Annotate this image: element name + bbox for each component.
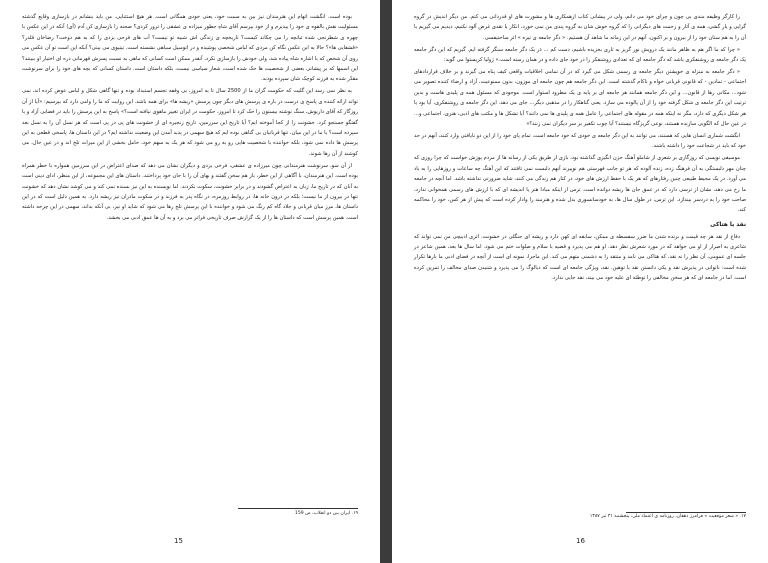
footnote: ۱۹. ایران بین دو انقلاب، ص 159: [294, 511, 358, 516]
right-page-body: [414, 12, 746, 285]
page-number: 16: [576, 537, 585, 545]
page-number: 15: [174, 537, 183, 545]
footnote-rule: [238, 508, 358, 509]
footnote: ۱۷. « شعر موقعیت » فرامرز دهقان، روزنامه ی اعتماد ملی، پنجشنبه ۳۱ تیر ۱۳۸۷: [589, 514, 746, 519]
paragraph: دفاع از نقد هر چه قیمت و برنده شدن ما ضرر سفسطه ی ممکن، سابقه ای کهن دارد و ریشه ای جنگلی در خشونت. اثری ادبیچی من نمی تواند که شاعری به اصرار از او می خواهد که در مورد شعرش نظر دهد. او هم می پذیرد و قضیه با سلام و صلوات ختم می شود. اما سال ها بعد، همین شاعر در جلسه ای عمومی، آن نظر را نه نقد، که هتاکی می نامد و منتقد را به دشمنی متهم می کند. این ماجرا، نمونه ای است از آنچه در فضای ادبی ما بارها تکرار شده است: ناتوانی در پذیرش نقد و یکی دانستن نقد با توهین. نقد، ویژگی جامعه ای است که دیالوگ را می پذیرد و شنیدن صدای مخالف را تمرین کرده است. اما در جامعه ای که هر سخن مخالفی را توطئه ای علیه خود می بیند، نقد جایی ندارد.: [414, 233, 746, 282]
left-page: [0, 0, 380, 563]
footnote-rule: [626, 512, 746, 513]
paragraph: انگشت شماری انسان هایی که هستند، می توانند به این دگر جامعه ی خودی که خود جامعه است، تمام پای خود را از این دو نایافتی وارد کنند، آنهم در حد خود که باید در شجاعت خود را داشته باشند.: [414, 132, 746, 150]
paragraph: به نظر نمی رسد این گلیت که حکومت گران ما از 2500 سال تا به امروز، بی وقفه تجسم استبداد بوده و تنها گاهی شکل و لباس عوض کرده اند، نمی تواند ارائه کننده ی پاسخ ی درست در باره ی پرسش های دیگر چون پرسش «ریشه ها» برای همه باشد. این روایت که ما را وامی دارد که بپرسیم: «آیا از آن روزگار که آقای داریوش، سنگ نوشته بیستون را حک کرد تا امروز، حکومت در ایران تغییر ماهوی نیافته است؟» پاسخ به این پرسش را باید در فضایی آزاد و با گفتگو جستجو کرد. خشونت را از کجا آموخته ایم؟ آیا تاریخ این سرزمین، تاریخ زنجیره ای از خشونت های پی در پی است که هر نسل آن را به نسل بعد سپرده است؟ یا ما در این میان، تنها قربانیان بی گناهی بوده ایم که هیچ سهمی در پدید آمدن این وضعیت نداشته ایم؟ در این داستان ها، پاسخی قطعی به این پرسش ها داده نمی شود، بلکه خواننده با شخصیت هایی رو به رو می شود که هر یک به سهم خود، حامل بخشی از این میراث تلخ اند و در عین حال، می کوشند از آن رها شوند.: [22, 88, 358, 157]
section-heading: نقد یا هتاکی: [710, 221, 746, 228]
paragraph: از آن سو، سرنوشت هنرمندانی چون میرزاده ی عشقی، فرخی یزدی و دیگران نشان می دهد که صدای اعتراض در این سرزمین همواره با خطر همراه بوده است. این هنرمندان، با آگاهی از این خطر، باز هم سخن گفتند و بهای آن را با جان خود پرداختند. داستان های این مجموعه، از این منظر، ادای دینی است به آنان که در تاریخ ما، زبان به اعتراض گشودند و در برابر خشونت، سکوت نکردند. اما نویسنده به این نیز بسنده نمی کند و می کوشد نشان دهد که خشونت تنها در بیرون از ما نیست؛ بلکه در درون خانه ها، در روابط روزمره، در نگاه پدر به فرزند و در سکوت مادران نیز ریشه دارد. به همین دلیل است که در این داستان ها، مرز میان قربانی و جلاد گاه کم رنگ می شود و خواننده با این پرسش تلخ رها می شود که شاید او نیز، بی آنکه بداند، سهمی در این چرخه داشته است. همین پرسش است که داستان ها را از یک گزارش صرف تاریخی فراتر می برد و به آن ها عمق ادبی می بخشد.: [22, 162, 358, 221]
paragraph: را کارگر وظیفه مندی بی چون و چرای خود می دانم، ولی در پیشانی کتاب ازهمکاری ها و مشورت های او قدردانی می کنم. من دیگر اندیش در گروه گرایی و یار گشی، همه ی آثار و زحمت های دیگرانی را که گروه خوش شان به گروه پندی من نمی خورد، انکار یا نقدی غرض آلود نکنیم، دیدیم می گیریم یا آن را به هم ستان خود را از بیرون و بر اکنون، آنهم در این زمانه ما شاهد آن هستیم. « دگر جامعه ی تیره » اثر ساحتیفسی.: [414, 14, 746, 41]
left-page-body: [22, 12, 358, 225]
paragraph: موسیقی نویسی که روزگاری بر شعری از شاملو آهنگ حزن انگیزی گذاشته بود، بازی از طریق یکی از رسانه ها از مردم پوزش خواست که چرا روزی که چنان مهر دلبستگی به آن فرهنگ زده، زنده آلوده که هر تو جانب فهرستی هم نوپیرند آنهم دلبست نمی تافتند که این آهنگ چه ساعات و روزهایی را به یاد می آورد. در یک محیط طبیعی چنین رفتارهای که هر یک با حفظ ارزش های خود، در کنار هم زندگی می کنند، شاید ضرورتی نداشته باشد. اما آنچه در جامعه ما رخ می دهد، نشان از ترسی دارد که در عمق جان ها ریشه دوانده است. ترس از اینکه مبادا هنر یا اندیشه ای که با ارزش های رسمی همخوانی ندارد، صاحب خود را به دردسر بیندازد. این ترس، در طول سال ها، به خودسانسوری بدل شده و هنرمند را وادار کرده است که پیش از هر کس، خود را محاکمه کند.: [414, 155, 746, 214]
paragraph: « چرا که ما اگر هم به ظاهر مانند یک درویش نور گریز به تاری بخزیده باشیم، دست کم ... دَر یک دگر جامعه سنگر گرفته ایم. گیریم که این دگر جامعه یک دگر جامعه ی روشنفکری باشد که دگر جامعه ای که تعدادی روشنفکر را در خود جای داده و در همان رسته است.» ژولیا کریستوا می گوید:: [414, 46, 746, 64]
paragraph: بوده است. انگشت اتهام این هنرمندان نیز بین به سمت خود، یعنی خودی همگانی است. هر هیچ استثنایی. من باید بنشانم در بازسازی وقایع گذشته مسئولیت نقش بالقوه ی خود را بپذیرم و از خود بپرسم آقای شاهِ جطور میزاده ی عشقی را ترور کردی؟ صحنه را بازسازی کن آدم‌ (آی)‌ آنکه در این عکس با چهره ی شطرنجی شده ثبانچه را می‌ چکاند کیست؟ تاریخچه ی زندگی اش شبیه تو نیست؟ آب های فرحی بزدی را که به هم دوخت؟ رضاخان قلدر؟ «قشقایی ها»؟ حالا به این عکس نگاه کن مردی که لباس شخصی پوشیده و در اتومبیل سیاهی نشسته است. نیتیوی می‌ بینی؟ آنکه این است تو آن عکس می‌ روی آن شخص که با اشاره شاه پیاده شد، ولی خودش را بازسازی نکرد، آنقدر ممکن است کسانی که ماهی به نسبت پسرش قهرمانی ذره‌ ای اختیار او ببینند؟ این اسمها که بر پیشانی بعضی از شخصیت‌ ها حک شده است، شعار سیاسی نیست، بلکه داستان است. داستان کسانی که بچه‌ های خود را برای سرنوشت مقدّر شده به فرزند کوچک‌ شان سپرده بودند.: [22, 14, 358, 83]
right-page: [392, 0, 768, 563]
paragraph: « دگر جامعه به منزله ی خویشتن دیگر جامعه ی رسمی شکل می گیرد که در آن تمامی اخلاقیات واقعی کیف پناه می گیرند و بر خلاف قراردادهای اجتماعی - تمادین - که قانونی قربانی خواه و ناکام گذشته است. این دگر جامعه هم چون جامعه ای موزون، بدون ممنوعیت، آزاد و ارضاء کننده تصویر می شود... مکانی رها از قانون... و این دگر جامعه همانند هر جامعه ای بر پایه ی یک مطرود استوار است. موجودی که مسئول همه ی پلیدی هاست و بدین ترتیب این دگر جامعه ی شکل گرفته خود را از آن پالوده می سازد. یعنی گناهکار را در مذهبی دیگر... جای می دهد. این دگر جامعه ی روشنفکری، آیا بود یا هر شکل دیگری که دارد، مگر نه اینکه همه در مقوله های اجتماعی را عامل همه ی پلیدی ها نمی دانند؟ آیا تشکل ها و مکتب های ادبی، هنری، اجتماعی و... در عین حال که الگویی سازنده هستند، نوعی گریزگاه نیستند؟ آیا چوب تکفیر بر سر دیگران نمی زنند؟»: [414, 69, 746, 128]
